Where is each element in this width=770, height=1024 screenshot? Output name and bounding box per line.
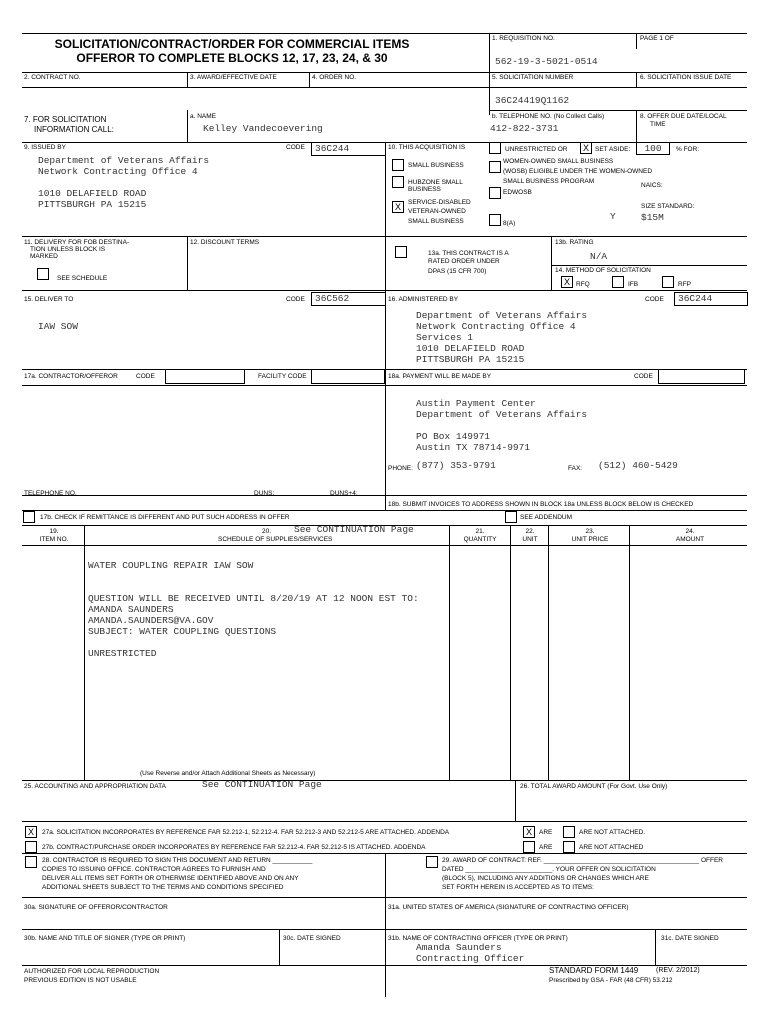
duns4-label: DUNS+4:: [330, 490, 358, 497]
payment-code-label: CODE: [634, 373, 653, 380]
29-line-3: (BLOCK 5), INCLUDING ANY ADDITIONS OR CHANGES WHICH ARE: [442, 875, 649, 882]
addendum-checkbox[interactable]: [505, 511, 517, 523]
payment-by-label: 18a. PAYMENT WILL BE MADE BY: [388, 373, 492, 380]
rfp-label: RFP: [678, 281, 691, 288]
contractor-label: 17a. CONTRACTOR/OFFEROR: [24, 373, 118, 380]
solicitation-number-label: 5. SOLICITATION NUMBER: [492, 74, 574, 81]
28-line-1: 28. CONTRACTOR IS REQUIRED TO SIGN THIS DOCUMENT AND RETURN ___________: [42, 857, 313, 864]
size-standard-label: SIZE STANDARD:: [641, 203, 695, 210]
payment-fax-label: FAX:: [568, 465, 583, 472]
administered-by-label: 16. ADMINISTERED BY: [388, 296, 459, 303]
28-checkbox[interactable]: [25, 856, 37, 868]
31a-label: 31a. UNITED STATES OF AMERICA (SIGNATURE OF CONTRACTING OFFICER): [388, 904, 629, 911]
edwosb-checkbox[interactable]: [489, 187, 501, 199]
col-schedule-num: 20.: [262, 528, 272, 535]
telephone-label-17: TELEPHONE NO.: [24, 490, 77, 497]
offer-due-label: 8. OFFER DUE DATE/LOCAL: [640, 113, 727, 120]
rating-label: 13b. RATING: [555, 239, 594, 246]
issued-by-address: Department of Veterans Affairs Network Contracting Office 4 1010 DELAFIELD ROAD PITTSBURGH PA 15215: [38, 155, 210, 210]
rfp-checkbox[interactable]: [662, 276, 674, 288]
delivery-fob-label: 11. DELIVERY FOR FOB DESTINA-: [24, 239, 130, 246]
small-business-label: SMALL BUSINESS: [408, 162, 464, 169]
sdvosb-checkbox[interactable]: X: [392, 201, 404, 213]
col-schedule-note: See CONTINUATION Page: [294, 524, 414, 535]
size-standard-value[interactable]: $15M: [641, 212, 664, 223]
payment-code-field[interactable]: [658, 369, 745, 384]
rated-order-label-2: RATED ORDER UNDER: [428, 258, 500, 265]
set-aside-label: SET ASIDE:: [595, 146, 631, 153]
28-line-2: COPIES TO ISSUING OFFICE. CONTRACTOR AGREES TO FURNISH AND: [42, 866, 266, 873]
col-amount-label: AMOUNT: [675, 536, 705, 543]
rating-value[interactable]: N/A: [590, 251, 608, 262]
issued-by-code[interactable]: 36C244: [311, 142, 386, 156]
see-schedule-label: SEE SCHEDULE: [57, 275, 108, 282]
prescribed-by: Prescribed by GSA - FAR (48 CFR) 53.212: [549, 977, 673, 984]
27a-label: 27a. SOLICITATION INCORPORATES BY REFERENCE FAR 52.212-1, 52.212-4. FAR 52.212-3 AND 52.212-5 ARE ATTACHED. ADDENDA: [42, 829, 450, 836]
hubzone-label: HUBZONE SMALL: [408, 179, 463, 186]
col-schedule-label: SCHEDULE OF SUPPLIES/SERVICES: [218, 536, 333, 543]
y-value: Y: [610, 211, 616, 222]
27a-are-not-checkbox[interactable]: [563, 826, 575, 838]
naics-label: NAICS:: [641, 182, 663, 189]
rfq-checkbox[interactable]: X: [561, 276, 573, 288]
unrestricted-label: UNRESTRICTED OR: [505, 146, 568, 153]
rated-order-label-3: DPAS (15 CFR 700): [428, 268, 487, 275]
28-line-3: DELIVER ALL ITEMS SET FORTH OR OTHERWISE IDENTIFIED ABOVE AND ON ANY: [42, 875, 299, 882]
sdvosb-label-2: VETERAN-OWNED: [408, 208, 466, 215]
requisition-label: 1. REQUISITION NO.: [492, 35, 555, 42]
27b-are-not-checkbox[interactable]: [563, 841, 575, 853]
col-unit-price: [560, 528, 620, 544]
duns-label: DUNS:: [254, 490, 275, 497]
27a-are-checkbox[interactable]: X: [523, 826, 535, 838]
offer-due-label-2: TIME: [650, 121, 666, 128]
contact-name[interactable]: Kelley Vandecoevering: [203, 123, 323, 134]
col-unit-num: 22.: [525, 528, 535, 535]
29-line-4: SET FORTH HEREIN IS ACCEPTED AS TO ITEMS:: [442, 884, 594, 891]
29-line-1: 29. AWARD OF CONTRACT: REF. ___________________________________________ OFFER: [442, 857, 724, 864]
facility-code-field[interactable]: [311, 369, 385, 384]
28-line-4: ADDITIONAL SHEETS SUBJECT TO THE TERMS AND CONDITIONS SPECIFIED: [42, 884, 284, 891]
31b-label: 31b. NAME OF CONTRACTING OFFICER (TYPE OR PRINT): [388, 935, 568, 942]
submit-invoices-label: 18b. SUBMIT INVOICES TO ADDRESS SHOWN IN BLOCK 18a UNLESS BLOCK BELOW IS CHECKED: [388, 501, 694, 508]
27a-are-label: ARE: [539, 829, 553, 836]
27b-are-label: ARE: [539, 844, 553, 851]
rated-order-checkbox[interactable]: [395, 246, 407, 258]
form-subtitle: OFFEROR TO COMPLETE BLOCKS 12, 17, 23, 24, & 30: [76, 51, 388, 65]
footer-authorized: AUTHORIZED FOR LOCAL REPRODUCTION: [24, 968, 160, 975]
percent-for-label: % FOR:: [676, 146, 700, 153]
solicitation-number[interactable]: 36C24419Q1162: [495, 95, 570, 106]
form-title: SOLICITATION/CONTRACT/ORDER FOR COMMERCIAL ITEMS: [54, 37, 410, 51]
col-quantity-num: 21.: [475, 528, 485, 535]
award-date-label: 3. AWARD/EFFECTIVE DATE: [190, 74, 277, 81]
see-schedule-checkbox[interactable]: [37, 268, 49, 280]
27b-are-not-label: ARE NOT ATTACHED: [579, 844, 644, 851]
30c-label: 30c. DATE SIGNED: [283, 935, 341, 942]
col-quantity-label: QUANTITY: [463, 536, 497, 543]
administered-by-code-label: CODE: [645, 296, 664, 303]
page-label: PAGE 1 OF: [640, 35, 674, 42]
set-aside-checkbox[interactable]: X: [580, 142, 592, 154]
payment-address: Austin Payment Center Department of Veterans Affairs PO Box 149971 Austin TX 78714-9971: [416, 398, 588, 453]
wosb-label: WOMEN-OWNED SMALL BUSINESS: [503, 158, 614, 165]
addendum-label: SEE ADDENDUM: [520, 514, 573, 521]
discount-terms-label: 12. DISCOUNT TERMS: [190, 239, 260, 246]
rfq-label: RFQ: [576, 281, 590, 288]
30b-label: 30b. NAME AND TITLE OF SIGNER (TYPE OR PRINT): [24, 935, 186, 942]
27a-are-not-label: ARE NOT ATTACHED.: [579, 829, 646, 836]
small-business-checkbox[interactable]: [392, 159, 404, 171]
col-amount-num: 24.: [685, 528, 695, 535]
col-item-no-label: ITEM NO.: [39, 536, 69, 543]
29-checkbox[interactable]: [426, 856, 438, 868]
30a-label: 30a. SIGNATURE OF OFFEROR/CONTRACTOR: [24, 904, 168, 911]
col-amount: [645, 528, 735, 544]
acquisition-label: 10. THIS ACQUISITION IS: [388, 144, 466, 151]
delivery-fob-label-2: TION UNLESS BLOCK IS: [30, 246, 106, 253]
27b-label: 27b. CONTRACT/PURCHASE ORDER INCORPORATES BY REFERENCE FAR 52.212-4. FAR 52.212-5 IS ATTACHED. ADDENDA: [42, 844, 426, 851]
deliver-to-label: 15. DELIVER TO: [24, 296, 74, 303]
info-call-label: 7. FOR SOLICITATION: [24, 115, 107, 124]
issued-by-label: 9. ISSUED BY: [24, 144, 66, 151]
eight-a-label: 8(A): [503, 220, 516, 227]
delivery-fob-label-3: MARKED: [30, 253, 58, 260]
31c-label: 31c. DATE SIGNED: [661, 935, 719, 942]
col-unit-price-num: 23.: [585, 528, 595, 535]
name-label: a. NAME: [190, 113, 217, 120]
wosb-label-2: (WOSB) ELIGIBLE UNDER THE WOMEN-OWNED: [503, 168, 653, 175]
col-quantity: [452, 528, 508, 544]
31b-value[interactable]: Amanda Saunders Contracting Officer: [416, 942, 525, 964]
requisition-number[interactable]: 562-19-3-5021-0514: [495, 56, 598, 67]
deliver-to-code-label: CODE: [286, 296, 305, 303]
facility-code-label: FACILITY CODE: [258, 373, 307, 380]
sdvosb-label-3: SMALL BUSINESS: [408, 218, 464, 225]
set-aside-percent[interactable]: 100: [636, 142, 670, 155]
order-no-label: 4. ORDER NO.: [312, 74, 357, 81]
schedule-body: WATER COUPLING REPAIR IAW SOW QUESTION WILL BE RECEIVED UNTIL 8/20/19 AT 12 NOON EST TO: AMANDA SAUNDERS AMANDA.SAUNDERS@VA.GOV SUBJECT: WATER COUPLING QUESTIONS UNRESTRICTED: [88, 560, 419, 659]
sdvosb-label: SERVICE-DISABLED: [408, 199, 471, 206]
deliver-to-code[interactable]: 36C562: [311, 292, 386, 306]
contractor-code-label: CODE: [136, 373, 155, 380]
contractor-code-field[interactable]: [165, 369, 245, 384]
total-award-label: 26. TOTAL AWARD AMOUNT (For Govt. Use Only): [520, 783, 668, 790]
hubzone-checkbox[interactable]: [392, 176, 404, 188]
wosb-label-3: SMALL BUSINESS PROGRAM: [503, 178, 595, 185]
27b-checkbox[interactable]: [25, 841, 37, 853]
hubzone-label-2: BUSINESS: [408, 186, 441, 193]
remittance-label: 17b. CHECK IF REMITTANCE IS DIFFERENT AND PUT SUCH ADDRESS IN OFFER: [40, 514, 290, 521]
col-item-no-num: 19.: [49, 528, 59, 535]
method-label: 14. METHOD OF SOLICITATION: [555, 267, 651, 274]
col-item-no: [30, 528, 78, 544]
col-unit: [512, 528, 548, 544]
deliver-to-value[interactable]: IAW SOW: [38, 321, 78, 332]
accounting-value[interactable]: See CONTINUATION Page: [202, 779, 322, 790]
eight-a-checkbox[interactable]: [489, 214, 501, 226]
payment-fax[interactable]: (512) 460-5429: [598, 460, 678, 471]
issued-by-code-label: CODE: [286, 144, 305, 151]
wosb-checkbox[interactable]: [489, 161, 501, 173]
administered-by-code[interactable]: 36C244: [674, 292, 748, 306]
ifb-checkbox[interactable]: [612, 276, 624, 288]
issue-date-label: 6. SOLICITATION ISSUE DATE: [640, 74, 732, 81]
form-revision: (REV. 2/2012): [656, 967, 700, 974]
info-call-label-2: INFORMATION CALL:: [34, 125, 114, 134]
administered-by-address: Department of Veterans Affairs Network Contracting Office 4 Services 1 1010 DELAFIELD ROAD PITTSBURGH PA 15215: [416, 310, 588, 365]
27a-checkbox[interactable]: X: [25, 826, 37, 838]
ifb-label: IFB: [628, 281, 639, 288]
accounting-label: 25. ACCOUNTING AND APPROPRIATION DATA: [24, 783, 166, 790]
footer-previous: PREVIOUS EDITION IS NOT USABLE: [24, 977, 137, 984]
contract-no-label: 2. CONTRACT NO.: [24, 74, 81, 81]
rated-order-label: 13a. THIS CONTRACT IS A: [428, 250, 509, 257]
col-unit-price-label: UNIT PRICE: [571, 536, 609, 543]
payment-phone[interactable]: (877) 353-9791: [416, 460, 496, 471]
telephone-number[interactable]: 412-822-3731: [490, 123, 559, 134]
29-line-2: DATED ________________________. YOUR OFFER ON SOLICITATION: [442, 866, 656, 873]
27b-are-checkbox[interactable]: [523, 841, 535, 853]
payment-phone-label: PHONE:: [388, 465, 413, 472]
standard-form: STANDARD FORM 1449: [549, 966, 639, 975]
remittance-checkbox[interactable]: [23, 511, 35, 523]
telephone-label: b. TELEPHONE NO. (No Collect Calls): [492, 113, 605, 120]
unrestricted-checkbox[interactable]: [489, 142, 501, 154]
edwosb-label: EDWOSB: [503, 189, 532, 196]
reverse-note: (Use Reverse and/or Attach Additional Sheets as Necessary): [140, 770, 316, 777]
col-unit-label: UNIT: [522, 536, 538, 543]
